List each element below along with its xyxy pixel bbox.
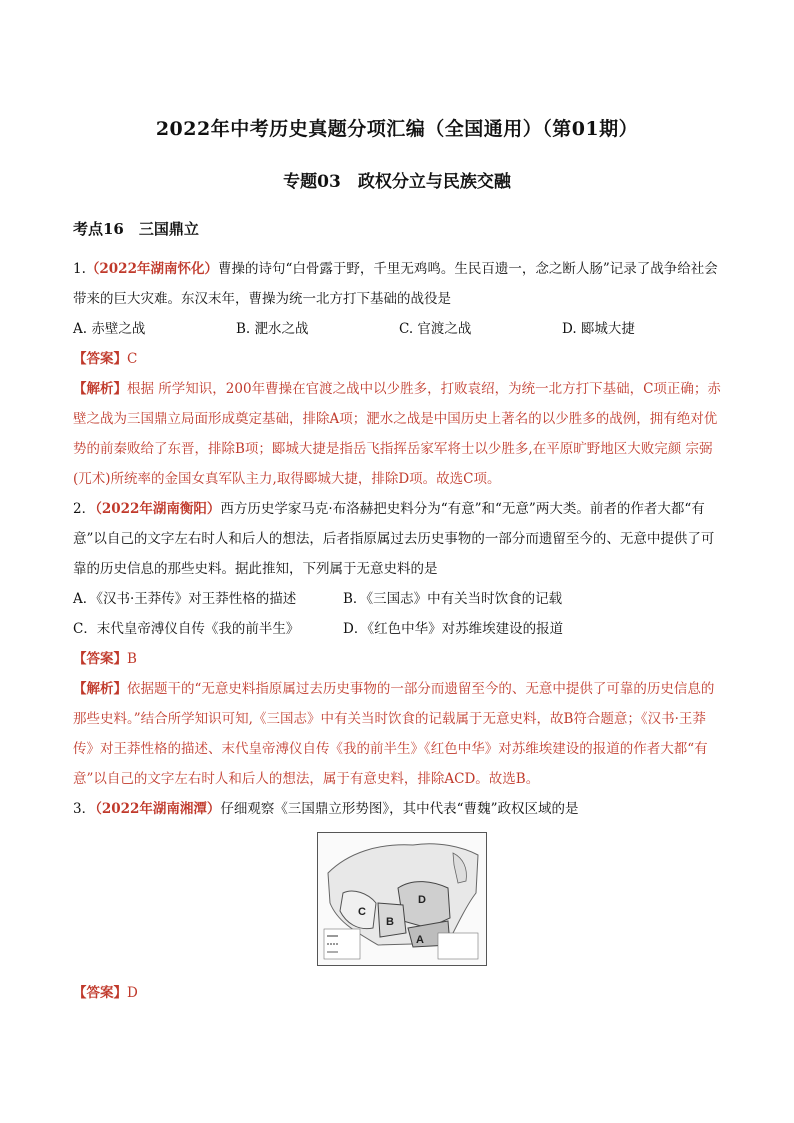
answer-value: B [127, 651, 137, 667]
question-source: （2022年湖南怀化） [85, 261, 218, 277]
answer-label: 【答案】 [73, 651, 127, 667]
question-number: 1. [73, 261, 86, 277]
analysis-label: 【解析】 [73, 381, 127, 397]
document-subtitle: 专题03 政权分立与民族交融 [283, 172, 511, 192]
map-label-a: A [416, 934, 424, 946]
question-source: （2022年湖南湘潭） [95, 801, 221, 817]
map-label-b: B [386, 916, 394, 928]
option-a: A. 赤壁之战 [73, 321, 146, 337]
document-title: 2022年中考历史真题分项汇编（全国通用）（第01期） [155, 118, 639, 140]
options [73, 314, 725, 344]
option-c: C. 官渡之战 [399, 321, 472, 337]
question-3 [73, 794, 725, 1008]
question-stem: 曹操的诗句“白骨露于野，千里无鸡鸣。生民百遗一，念之断人肠”记录了战争给社会带来的巨大灾难。东汉末年，曹操为统一北方打下基础的战役是 [73, 261, 718, 307]
map-label-c: C [358, 906, 366, 918]
section-heading: 考点16 三国鼎立 [73, 220, 199, 238]
answer-value: C [127, 351, 138, 367]
option-d: D. 郾城大捷 [562, 321, 635, 337]
answer-value: D [127, 985, 138, 1001]
analysis-text: 依据题干的“无意史料指原属过去历史事物的一部分而遗留至今的、无意中提供了可靠的历史信息的那些史料。”结合所学知识可知,《三国志》中有关当时饮食的记载属于无意史料，故B符合题意；《汉书·王莽传》对王莽性格的描述、末代皇帝溥仪自传《我的前半生》《红色中华》对苏维埃建设的报道的作者大都“有意”以自己的文字左右时人和后人的想法，属于有意史料，排除ACD。故选B。 [73, 681, 715, 787]
option-c: C．末代皇帝溥仪自传《我的前半生》 [73, 621, 300, 637]
options [73, 614, 725, 644]
questions-content [73, 254, 725, 1008]
analysis-label: 【解析】 [73, 681, 127, 697]
option-b: B．《三国志》中有关当时饮食的记载 [343, 591, 563, 607]
question-stem: 西方历史学家马克·布洛赫把史料分为“有意”和“无意”两大类。前者的作者大都“有意”以自己的文字左右时人和后人的想法，后者指原属过去历史事物的一部分而遗留至今的、无意中提供了可靠的历史信息的那些史料。据此推知，下列属于无意史料的是 [73, 501, 715, 577]
map-label-d: D [418, 894, 426, 906]
options [73, 584, 725, 614]
question-number: 3． [73, 801, 96, 817]
question-number: 2． [73, 501, 96, 517]
option-b: B. 淝水之战 [236, 321, 309, 337]
option-a: A．《汉书·王莽传》对王莽性格的描述 [73, 591, 297, 607]
answer-label: 【答案】 [73, 351, 127, 367]
question-source: （2022年湖南衡阳） [95, 501, 221, 517]
answer-label: 【答案】 [73, 985, 127, 1001]
question-stem: 仔细观察《三国鼎立形势图》，其中代表“曹魏”政权区域的是 [220, 801, 579, 817]
analysis-intro: 根据 所学知识， [127, 381, 226, 397]
map-graphic [318, 833, 486, 965]
option-d: D．《红色中华》对苏维埃建设的报道 [343, 621, 564, 637]
analysis-text: 200年曹操在官渡之战中以少胜多，打败袁绍，为统一北方打下基础，C项正确；赤壁之战为三国鼎立局面形成奠定基础，排除A项；淝水之战是中国历史上著名的以少胜多的战例，拥有绝对优势的前秦败给了东晋，排除B项；郾城大捷是指岳飞指挥岳家军将士以少胜多,在平原旷野地区大败完颜 宗弼(兀术)所统率的金国女真军队主力,取得郾城大捷，排除D项。故选C项。 [73, 381, 721, 487]
three-kingdoms-map [317, 832, 487, 966]
question-1 [73, 254, 725, 494]
question-2 [73, 494, 725, 794]
